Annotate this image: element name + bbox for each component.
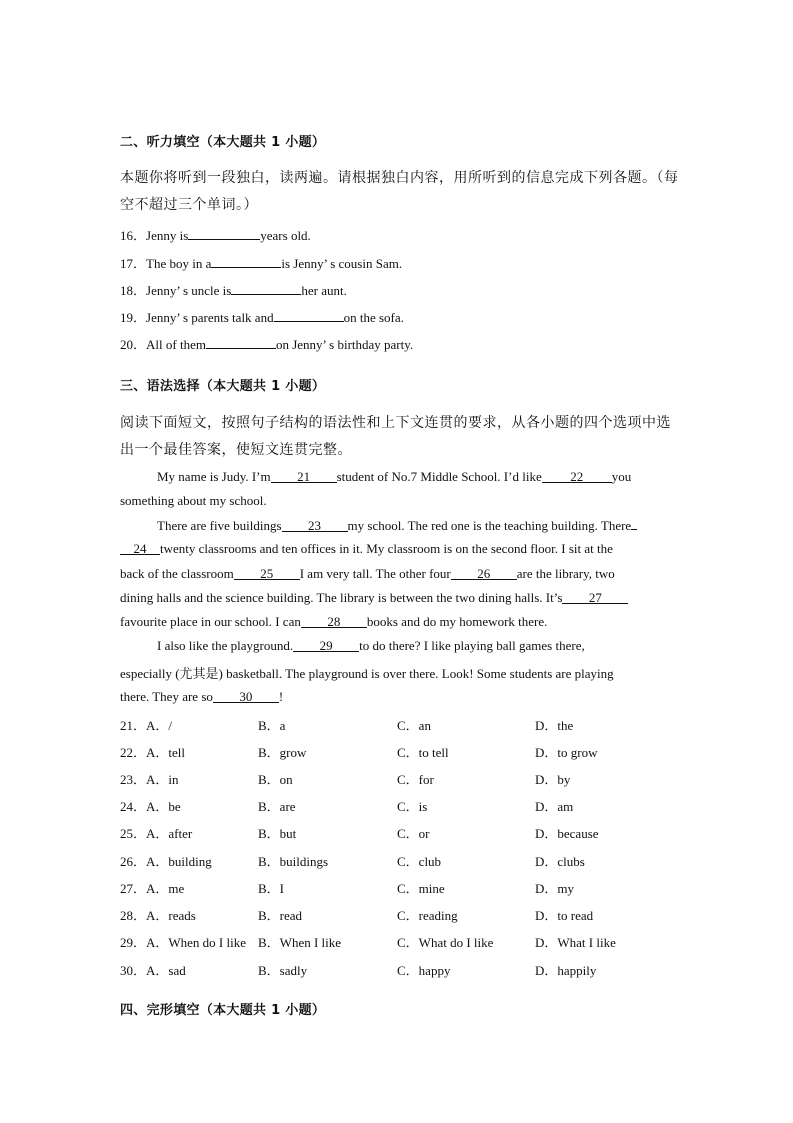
option-a: A．building [146,854,212,869]
option-d: D．to grow [535,745,598,760]
grammar-instructions: 阅读下面短文，按照句子结构的语法性和上下文连贯的要求，从各小题的四个选项中选出一个最佳答案，使短文连贯完整。 [120,415,671,458]
question-number: 20． [120,337,147,352]
passage-line [120,566,615,582]
passage-text: my school. The red one is the teaching building. There [347,518,632,533]
question-19 [120,307,404,326]
passage-text: There are five buildings [157,518,282,533]
option-a: A．after [146,826,193,841]
blank-24: 24 [120,542,160,555]
option-d: D．am [535,799,574,814]
option-a: A．sad [146,963,186,978]
passage-text: twenty classrooms and ten offices in it. My classroom is on the second floor. I sit at the [160,541,613,556]
option-number: 22． [120,745,147,760]
passage-text: especially (尤其是) basketball. The playground is over there. Look! Some students are playing [120,666,614,681]
answer-blank [206,336,276,349]
option-b: B．buildings [258,854,329,869]
question-text-before: All of them [146,337,206,352]
option-d: D．because [535,826,599,841]
option-number: 23． [120,772,147,787]
passage-line [120,541,613,557]
option-d: D．the [535,718,574,733]
passage-text: are the library, two [516,566,615,581]
passage-line [120,663,614,682]
option-number: 24． [120,799,147,814]
option-d: D．by [535,772,571,787]
passage-text: student of No.7 Middle School. I’d like [336,469,542,484]
answer-blank [211,255,281,268]
blank-29: 29 [293,639,359,652]
option-d: D．to read [535,908,594,923]
question-number: 19． [120,310,147,325]
passage-text: back of the classroom [120,566,234,581]
option-c: C．What do I like [397,935,494,950]
option-b: B．but [258,826,297,841]
question-text-after: on Jenny’ s birthday party. [275,337,414,352]
option-row-22 [120,742,680,762]
passage-text: you [611,469,632,484]
option-c: C．to tell [397,745,449,760]
option-b: B．sadly [258,963,308,978]
question-number: 16． [120,228,147,243]
blank-22: 22 [542,470,612,483]
option-b: B．on [258,772,293,787]
option-d: D．What I like [535,935,616,950]
question-text-before: The boy in a [146,256,212,271]
blank-23: 23 [282,519,348,532]
option-b: B．I [258,881,285,896]
option-d: D．clubs [535,854,585,869]
passage-line [120,590,628,606]
question-text-after: on the sofa. [343,310,404,325]
option-number: 28． [120,908,147,923]
option-d: D．happily [535,963,597,978]
option-a: A．in [146,772,179,787]
passage-text: favourite place in our school. I can [120,614,301,629]
listening-instructions: 本题你将听到一段独白，读两遍。请根据独白内容，用所听到的信息完成下列各题。（每空不超过三个单词。） [120,170,679,213]
passage-text: to do there? I like playing ball games there, [359,638,585,653]
option-c: C．or [397,826,430,841]
option-b: B．a [258,718,286,733]
option-number: 29． [120,935,147,950]
question-17 [120,253,402,272]
option-a: A．When do I like [146,935,247,950]
question-text-before: Jenny’ s parents talk and [146,310,274,325]
option-c: C．an [397,718,431,733]
option-a: A．tell [146,745,185,760]
option-number: 27． [120,881,147,896]
blank-30: 30 [213,690,279,703]
option-c: C．happy [397,963,451,978]
question-18 [120,280,347,299]
option-row-25 [120,823,680,843]
option-c: C．club [397,854,442,869]
blank-28: 28 [301,615,367,628]
option-row-23 [120,769,680,789]
section-heading-listening: 二、听力填空（本大题共 1 小题） [120,135,326,150]
passage-text: something about my school. [120,493,267,508]
question-20 [120,334,413,353]
option-row-21 [120,715,680,735]
section-heading-grammar: 三、语法选择（本大题共 1 小题） [120,379,326,394]
option-number: 26． [120,854,147,869]
question-text-before: Jenny is [146,228,189,243]
blank-25: 25 [234,567,300,580]
passage-text: My name is Judy. I’m [157,469,271,484]
question-text-after: years old. [260,228,311,243]
option-row-29 [120,932,680,952]
option-b: B．are [258,799,296,814]
option-a: A．me [146,881,185,896]
blank-24-start [631,517,637,530]
option-row-28 [120,905,680,925]
question-number: 18． [120,283,147,298]
option-row-30 [120,960,680,980]
passage-text: there. They are so [120,689,213,704]
passage-line [157,469,631,485]
option-c: C．reading [397,908,458,923]
question-16 [120,225,311,244]
blank-21: 21 [271,470,337,483]
answer-blank [188,227,260,240]
passage-text: books and do my homework there. [366,614,548,629]
option-b: B．When I like [258,935,342,950]
option-row-27 [120,878,680,898]
blank-26: 26 [451,567,517,580]
option-row-24 [120,796,680,816]
option-number: 21． [120,718,147,733]
passage-text: ! [278,689,284,704]
option-a: A．be [146,799,181,814]
passage-line [120,614,547,630]
answer-blank [231,282,301,295]
blank-27: 27 [562,591,628,604]
passage-line [120,689,283,705]
question-number: 17． [120,256,147,271]
question-text-before: Jenny’ s uncle is [146,283,232,298]
passage-line [157,638,585,654]
option-c: C．mine [397,881,445,896]
section-heading-cloze: 四、完形填空（本大题共 1 小题） [120,1003,326,1018]
option-c: C．is [397,799,428,814]
question-text-after: is Jenny’ s cousin Sam. [281,256,403,271]
passage-line [157,517,637,534]
option-d: D．my [535,881,575,896]
option-b: B．grow [258,745,307,760]
passage-text: dining halls and the science building. The library is between the two dining halls. It’s [120,590,563,605]
option-number: 25． [120,826,147,841]
option-row-26 [120,851,680,871]
option-number: 30． [120,963,147,978]
question-text-after: her aunt. [301,283,347,298]
option-c: C．for [397,772,434,787]
option-a: A．/ [146,718,173,733]
passage-line [120,493,267,509]
passage-text: I also like the playground. [157,638,294,653]
passage-text: I am very tall. The other four [299,566,451,581]
option-b: B．read [258,908,303,923]
answer-blank [274,309,344,322]
option-a: A．reads [146,908,196,923]
